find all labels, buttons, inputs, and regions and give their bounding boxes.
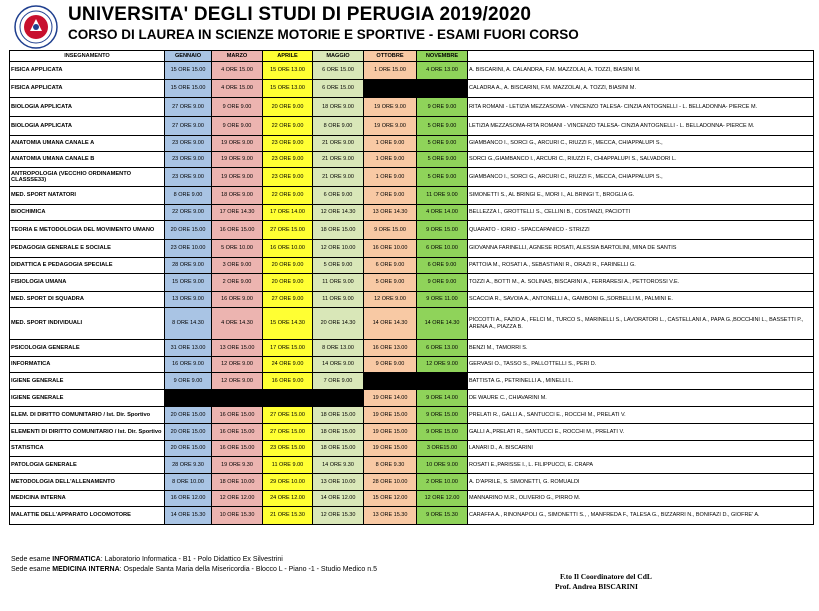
no-session-cell: [212, 390, 263, 407]
course-name: PEDAGOGIA GENERALE E SOCIALE: [10, 240, 165, 258]
exam-date-cell: 12 ORE 12.00: [212, 491, 263, 507]
exam-date-cell: 17 ORE 15.00: [263, 340, 313, 357]
professors-cell: BELLEZZA I., GROTTELLI S., CELLINI B., COSTANZI, PACIOTTI: [468, 205, 814, 221]
page-title: UNIVERSITA' DEGLI STUDI DI PERUGIA 2019/2020: [68, 4, 532, 25]
course-name: ANATOMIA UMANA CANALE B: [10, 152, 165, 168]
exam-date-cell: 8 ORE 9.00: [165, 187, 212, 205]
exam-date-cell: 19 ORE 15.00: [364, 407, 417, 424]
exam-date-cell: 9 ORE 9.00: [212, 98, 263, 117]
table-row: [10, 507, 814, 525]
exam-date-cell: 19 ORE 9.30: [212, 457, 263, 474]
exam-date-cell: 23 ORE 9.00: [165, 168, 212, 187]
exam-date-cell: 23 ORE 9.00: [263, 168, 313, 187]
exam-date-cell: 16 ORE 13.00: [364, 340, 417, 357]
exam-date-cell: 24 ORE 9.00: [263, 357, 313, 373]
exam-date-cell: 21 ORE 9.00: [313, 152, 364, 168]
exam-date-cell: 19 ORE 9.00: [212, 152, 263, 168]
exam-date-cell: 7 ORE 9.00: [313, 373, 364, 390]
exam-date-cell: 28 ORE 10.00: [364, 474, 417, 491]
exam-date-cell: 5 ORE 9.00: [417, 152, 468, 168]
exam-date-cell: 27 ORE 9.00: [165, 98, 212, 117]
professors-cell: PICCOTTI A., FAZIO A., FELCI M., TURCO S., MARINELLI S., LAVORATORI L., CASTELLANI A., PAPA G.,BOCCHINI L., BASSETTI P., ARENA A., PIAZZA B.: [468, 308, 814, 340]
exam-date-cell: 9 ORE 9.00: [165, 373, 212, 390]
course-name: PSICOLOGIA GENERALE: [10, 340, 165, 357]
exam-date-cell: 3 ORE 9.00: [212, 258, 263, 274]
exam-date-cell: 19 ORE 9.00: [212, 136, 263, 152]
professors-cell: GIAMBANCO I., SORCI G., ARCURI C., RIUZZI F., MECCA, CHIAPPALUPI S.,: [468, 136, 814, 152]
exam-date-cell: 21 ORE 9.00: [313, 168, 364, 187]
professors-cell: PRELATI R., GALLI A., SANTUCCI E., ROCCHI M., PRELATI V.: [468, 407, 814, 424]
exam-date-cell: 1 ORE 9.00: [364, 136, 417, 152]
exam-date-cell: 9 ORE 15.30: [417, 507, 468, 525]
table-row: [10, 340, 814, 357]
exam-date-cell: 23 ORE 9.00: [165, 136, 212, 152]
exam-date-cell: 12 ORE 9.00: [212, 373, 263, 390]
exam-date-cell: 18 ORE 15.00: [313, 407, 364, 424]
exam-date-cell: 1 ORE 9.00: [364, 168, 417, 187]
table-row: [10, 292, 814, 308]
exam-date-cell: 10 ORE 9.00: [417, 457, 468, 474]
professors-cell: SCACCIA R., SAVOIA A., ANTONELLI A., GAMBONI G.,SORBELLI M., PALMINI E.: [468, 292, 814, 308]
course-name: ELEMENTI DI DIRITTO COMUNITARIO / Ist. Dir. Sportivo: [10, 424, 165, 441]
table-row: [10, 491, 814, 507]
exam-date-cell: 5 ORE 9.00: [417, 117, 468, 136]
exam-date-cell: 18 ORE 9.00: [212, 187, 263, 205]
exam-date-cell: 18 ORE 10.00: [212, 474, 263, 491]
table-row: [10, 187, 814, 205]
table-row: [10, 240, 814, 258]
professors-cell: A. BISCARINI, A. CALANDRA, F.M. MAZZOLAI, A. TOZZI, BIASINI M.: [468, 62, 814, 80]
exam-date-cell: 16 ORE 15.00: [212, 407, 263, 424]
exam-date-cell: 14 ORE 15.30: [165, 507, 212, 525]
university-seal-logo: [14, 5, 58, 49]
exam-date-cell: 9 ORE 15.00: [417, 407, 468, 424]
table-row: [10, 117, 814, 136]
course-name: MEDICINA INTERNA: [10, 491, 165, 507]
exam-date-cell: 20 ORE 15.00: [165, 221, 212, 240]
exam-date-cell: 27 ORE 9.00: [263, 292, 313, 308]
exam-date-cell: 12 ORE 9.00: [417, 357, 468, 373]
course-name: MED. SPORT NATATORI: [10, 187, 165, 205]
course-name: MED. SPORT INDIVIDUALI: [10, 308, 165, 340]
exam-date-cell: 6 ORE 9.00: [313, 187, 364, 205]
exam-date-cell: 12 ORE 10.00: [313, 240, 364, 258]
course-name: INFORMATICA: [10, 357, 165, 373]
exam-date-cell: 24 ORE 12.00: [263, 491, 313, 507]
exam-date-cell: 15 ORE 13.00: [263, 80, 313, 98]
exam-date-cell: 9 ORE 9.00: [212, 117, 263, 136]
exam-date-cell: 13 ORE 14.30: [364, 205, 417, 221]
exam-date-cell: 12 ORE 14.30: [313, 205, 364, 221]
exam-date-cell: 20 ORE 9.00: [263, 274, 313, 292]
exam-date-cell: 23 ORE 10.00: [165, 240, 212, 258]
exam-date-cell: 8 ORE 10.00: [165, 474, 212, 491]
table-row: [10, 62, 814, 80]
course-name: FISICA APPLICATA: [10, 80, 165, 98]
signature-role: F.to Il Coordinatore del CdL: [560, 572, 652, 581]
exam-date-cell: 1 ORE 9.00: [364, 152, 417, 168]
exam-date-cell: 14 ORE 14.30: [417, 308, 468, 340]
table-row: [10, 357, 814, 373]
table-row: [10, 98, 814, 117]
course-name: STATISTICA: [10, 441, 165, 457]
exam-date-cell: 16 ORE 12.00: [165, 491, 212, 507]
exam-date-cell: 13 ORE 9.00: [165, 292, 212, 308]
professors-cell: QUARATO - IORIO - SPACCAPANICO - STRIZZI: [468, 221, 814, 240]
exam-date-cell: 19 ORE 9.00: [212, 168, 263, 187]
exam-date-cell: 23 ORE 9.00: [165, 152, 212, 168]
no-session-cell: [364, 373, 417, 390]
exam-date-cell: 8 ORE 9.00: [313, 117, 364, 136]
professors-cell: TOZZI A., BOTTI M., A. SOLINAS, BISCARINI A., FERRARESI A., PETTOROSSI V.E.: [468, 274, 814, 292]
exam-date-cell: 13 ORE 15.30: [364, 507, 417, 525]
table-row: [10, 221, 814, 240]
course-name: PATOLOGIA GENERALE: [10, 457, 165, 474]
footer-course: INFORMATICA: [52, 556, 101, 563]
exam-date-cell: 20 ORE 15.00: [165, 424, 212, 441]
professors-cell: GIAMBANCO I., SORCI G., ARCURI C., RIUZZI F., MECCA, CHIAPPALUPI S.,: [468, 168, 814, 187]
course-name: IGIENE GENERALE: [10, 390, 165, 407]
table-row: [10, 441, 814, 457]
exam-date-cell: 11 ORE 9.00: [417, 187, 468, 205]
table-row: [10, 205, 814, 221]
column-header-maggio: MAGGIO: [313, 51, 364, 62]
professors-cell: CARAFFA A., RINONAPOLI G., SIMONETTI S., , MANFREDA F., TALESA G., BIZZARRI N., BONIFAZI D., GIOFRE' A.: [468, 507, 814, 525]
professors-cell: SORCI G.,GIAMBANCO I., ARCURI C., RIUZZI F., CHIAPPALUPI S., SALVADORI L.: [468, 152, 814, 168]
professors-cell: BATTISTA G., PETRINELLI A., MINELLI L.: [468, 373, 814, 390]
exam-date-cell: 23 ORE 9.00: [263, 152, 313, 168]
professors-cell: LETIZIA MEZZASOMA-RITA ROMANI - VINCENZO TALESA- CINZIA ANTOGNELLI - L. BELLADONNA- PIERCE M.: [468, 117, 814, 136]
exam-date-cell: 19 ORE 14.00: [364, 390, 417, 407]
table-body: [10, 62, 814, 525]
exam-date-cell: 15 ORE 15.00: [165, 80, 212, 98]
exam-date-cell: 1 ORE 15.00: [364, 62, 417, 80]
footer-prefix: Sede esame: [11, 566, 53, 573]
exam-date-cell: 6 ORE 10.00: [417, 240, 468, 258]
exam-date-cell: 11 ORE 9.00: [313, 274, 364, 292]
exam-date-cell: 20 ORE 9.00: [263, 98, 313, 117]
exam-date-cell: 4 ORE 14.00: [417, 205, 468, 221]
exam-date-cell: 16 ORE 15.00: [212, 441, 263, 457]
exam-date-cell: 9 ORE 15.00: [417, 221, 468, 240]
exam-date-cell: 28 ORE 9.00: [165, 258, 212, 274]
exam-date-cell: 14 ORE 9.30: [313, 457, 364, 474]
exam-date-cell: 6 ORE 15.00: [313, 62, 364, 80]
exam-date-cell: 29 ORE 10.00: [263, 474, 313, 491]
exam-date-cell: 5 ORE 10.00: [212, 240, 263, 258]
footer-prefix: Sede esame: [11, 556, 53, 563]
table-row: [10, 457, 814, 474]
exam-date-cell: 17 ORE 14.00: [263, 205, 313, 221]
exam-date-cell: 9 ORE 9.00: [417, 274, 468, 292]
exam-date-cell: 4 ORE 13.00: [417, 62, 468, 80]
exam-date-cell: 8 ORE 9.30: [364, 457, 417, 474]
exam-date-cell: 13 ORE 10.00: [313, 474, 364, 491]
table-row: [10, 308, 814, 340]
table-row: [10, 152, 814, 168]
course-name: IGIENE GENERALE: [10, 373, 165, 390]
exam-date-cell: 16 ORE 10.00: [364, 240, 417, 258]
exam-date-cell: 15 ORE 12.00: [364, 491, 417, 507]
course-name: ELEM. DI DIRITTO COMUNITARIO / Ist. Dir. Sportivo: [10, 407, 165, 424]
professors-cell: GERVASI O., TASSO S., PALLOTTELLI S., PERI D.: [468, 357, 814, 373]
exam-date-cell: 28 ORE 9.30: [165, 457, 212, 474]
exam-date-cell: 19 ORE 9.00: [364, 98, 417, 117]
course-name: BIOLOGIA APPLICATA: [10, 98, 165, 117]
exam-date-cell: 4 ORE 15.00: [212, 62, 263, 80]
column-header-gennaio: GENNAIO: [165, 51, 212, 62]
exam-date-cell: 8 ORE 14.30: [165, 308, 212, 340]
exam-date-cell: 6 ORE 9.00: [364, 258, 417, 274]
column-header-marzo: MARZO: [212, 51, 263, 62]
course-name: BIOLOGIA APPLICATA: [10, 117, 165, 136]
exam-date-cell: 22 ORE 9.00: [263, 187, 313, 205]
exam-date-cell: 16 ORE 9.00: [165, 357, 212, 373]
exam-date-cell: 19 ORE 15.00: [364, 424, 417, 441]
footer-informatica-note: [11, 556, 283, 563]
professors-cell: PATTOIA M., ROSATI A., SEBASTIANI R., ORAZI R., FARINELLI G.: [468, 258, 814, 274]
exam-date-cell: 2 ORE 9.00: [212, 274, 263, 292]
course-name: MED. SPORT DI SQUADRA: [10, 292, 165, 308]
exam-date-cell: 9 ORE 11.00: [417, 292, 468, 308]
exam-date-cell: 9 ORE 14.00: [417, 390, 468, 407]
exam-date-cell: 27 ORE 15.00: [263, 424, 313, 441]
exam-date-cell: 20 ORE 14.30: [313, 308, 364, 340]
exam-date-cell: 12 ORE 12.00: [417, 491, 468, 507]
exam-date-cell: 15 ORE 9.00: [165, 274, 212, 292]
exam-date-cell: 13 ORE 15.00: [212, 340, 263, 357]
table-row: [10, 168, 814, 187]
exam-date-cell: 23 ORE 15.00: [263, 441, 313, 457]
exam-date-cell: 22 ORE 9.00: [263, 117, 313, 136]
exam-date-cell: 16 ORE 9.00: [263, 373, 313, 390]
exam-date-cell: 15 ORE 15.00: [165, 62, 212, 80]
page-subtitle: CORSO DI LAUREA IN SCIENZE MOTORIE E SPORTIVE - ESAMI FUORI CORSO: [68, 27, 579, 42]
course-name: FISIOLOGIA UMANA: [10, 274, 165, 292]
no-session-cell: [417, 373, 468, 390]
exam-date-cell: 18 ORE 9.00: [313, 98, 364, 117]
table-row: [10, 390, 814, 407]
exam-date-cell: 15 ORE 13.00: [263, 62, 313, 80]
footer-medicina-note: [11, 566, 377, 573]
column-header-insegnamento: INSEGNAMENTO: [10, 51, 165, 62]
footer-course: MEDICINA INTERNA: [52, 566, 120, 573]
professors-cell: GIOVANNA FARINELLI, AGNESE ROSATI, ALESSIA BARTOLINI, MINA DE SANTIS: [468, 240, 814, 258]
course-name: ANATOMIA UMANA CANALE A: [10, 136, 165, 152]
exam-date-cell: 10 ORE 15.30: [212, 507, 263, 525]
table-row: [10, 424, 814, 441]
course-name: MALATTIE DELL'APPARATO LOCOMOTORE: [10, 507, 165, 525]
no-session-cell: [313, 390, 364, 407]
column-header-novembre: NOVEMBRE: [417, 51, 468, 62]
exam-date-cell: 6 ORE 13.00: [417, 340, 468, 357]
exam-schedule-table: [9, 50, 814, 525]
exam-date-cell: 8 ORE 13.00: [313, 340, 364, 357]
exam-date-cell: 4 ORE 15.00: [212, 80, 263, 98]
exam-date-cell: 16 ORE 10.00: [263, 240, 313, 258]
exam-date-cell: 22 ORE 9.00: [165, 205, 212, 221]
exam-date-cell: 18 ORE 15.00: [313, 221, 364, 240]
professors-cell: MANNARINO M.R., OLIVERIO G., PIRRO M.: [468, 491, 814, 507]
professors-cell: SIMONETTI S., AL BRINGI E., MORI I., AL BRINGI T., BROGLIA G.: [468, 187, 814, 205]
table-row: [10, 136, 814, 152]
exam-date-cell: 7 ORE 9.00: [364, 187, 417, 205]
exam-date-cell: 5 ORE 9.00: [417, 136, 468, 152]
exam-date-cell: 20 ORE 9.00: [263, 258, 313, 274]
course-name: FISICA APPLICATA: [10, 62, 165, 80]
signature-name: Prof. Andrea BISCARINI: [555, 582, 638, 591]
table-row: [10, 407, 814, 424]
exam-date-cell: 20 ORE 15.00: [165, 441, 212, 457]
exam-date-cell: 18 ORE 15.00: [313, 424, 364, 441]
professors-cell: RITA ROMANI - LETIZIA MEZZASOMA - VINCENZO TALESA- CINZIA ANTOGNELLI - L. BELLADONNA- PIERCE M.: [468, 98, 814, 117]
no-session-cell: [364, 80, 417, 98]
course-name: DIDATTICA E PEDAGOGIA SPECIALE: [10, 258, 165, 274]
table-row: [10, 80, 814, 98]
exam-date-cell: 14 ORE 14.30: [364, 308, 417, 340]
column-header-aprile: APRILE: [263, 51, 313, 62]
professors-cell: A. D'APRILE, S. SIMONETTI, G. ROMUALDI: [468, 474, 814, 491]
exam-date-cell: 17 ORE 14.30: [212, 205, 263, 221]
exam-date-cell: 31 ORE 13.00: [165, 340, 212, 357]
table-header-row: [10, 51, 814, 62]
course-name: ANTROPOLOGIA (VECCHIO ORDINAMENTO CLASSSE33): [10, 168, 165, 187]
exam-date-cell: 2 ORE 10.00: [417, 474, 468, 491]
column-header-ottobre: OTTOBRE: [364, 51, 417, 62]
exam-date-cell: 16 ORE 15.00: [212, 424, 263, 441]
exam-date-cell: 16 ORE 15.00: [212, 221, 263, 240]
exam-date-cell: 5 ORE 9.00: [417, 168, 468, 187]
exam-date-cell: 11 ORE 9.00: [263, 457, 313, 474]
exam-date-cell: 15 ORE 14.30: [263, 308, 313, 340]
professors-cell: GALLI A.,PRELATI R., SANTUCCI E., ROCCHI M., PRELATI V.: [468, 424, 814, 441]
table-row: [10, 474, 814, 491]
footer-location: : Ospedale Santa Maria della Misericordia - Blocco L - Piano -1 - Studio Medico n.5: [119, 566, 377, 573]
table-row: [10, 258, 814, 274]
professors-cell: ROSATI E.,PARISSE I., L. FILIPPUCCI, E. CRAPA: [468, 457, 814, 474]
exam-date-cell: 23 ORE 9.00: [263, 136, 313, 152]
exam-date-cell: 12 ORE 15.30: [313, 507, 364, 525]
exam-date-cell: 14 ORE 12.00: [313, 491, 364, 507]
no-session-cell: [165, 390, 212, 407]
exam-date-cell: 3 ORE15.00: [417, 441, 468, 457]
no-session-cell: [417, 80, 468, 98]
column-header-docenti: [468, 51, 814, 62]
exam-date-cell: 9 ORE 15.00: [364, 221, 417, 240]
exam-date-cell: 12 ORE 9.00: [212, 357, 263, 373]
exam-date-cell: 12 ORE 9.00: [364, 292, 417, 308]
table-row: [10, 373, 814, 390]
exam-date-cell: 21 ORE 15.30: [263, 507, 313, 525]
exam-date-cell: 9 ORE 9.00: [417, 98, 468, 117]
exam-date-cell: 16 ORE 9.00: [212, 292, 263, 308]
exam-date-cell: 14 ORE 9.00: [313, 357, 364, 373]
exam-date-cell: 11 ORE 9.00: [313, 292, 364, 308]
course-name: TEORIA E METODOLOGIA DEL MOVIMENTO UMANO: [10, 221, 165, 240]
exam-date-cell: 21 ORE 9.00: [313, 136, 364, 152]
exam-date-cell: 27 ORE 15.00: [263, 221, 313, 240]
exam-date-cell: 4 ORE 14.30: [212, 308, 263, 340]
exam-date-cell: 27 ORE 15.00: [263, 407, 313, 424]
exam-date-cell: 5 ORE 9.00: [313, 258, 364, 274]
table-row: [10, 274, 814, 292]
professors-cell: CALADRA A., A. BISCARINI, F.M. MAZZOLAI, A. TOZZI, BIASINI M.: [468, 80, 814, 98]
course-name: BIOCHIMICA: [10, 205, 165, 221]
exam-date-cell: 19 ORE 9.00: [364, 117, 417, 136]
professors-cell: DE WAURE C., CHIAVARINI M.: [468, 390, 814, 407]
exam-date-cell: 20 ORE 15.00: [165, 407, 212, 424]
exam-date-cell: 27 ORE 9.00: [165, 117, 212, 136]
course-name: METODOLOGIA DELL'ALLENAMENTO: [10, 474, 165, 491]
exam-date-cell: 9 ORE 9.00: [364, 357, 417, 373]
footer-location: : Laboratorio Informatica - B1 - Polo Didattico Ex Silvestrini: [100, 556, 283, 563]
exam-date-cell: 5 ORE 9.00: [364, 274, 417, 292]
exam-date-cell: 18 ORE 15.00: [313, 441, 364, 457]
exam-date-cell: 9 ORE 15.00: [417, 424, 468, 441]
exam-date-cell: 6 ORE 9.00: [417, 258, 468, 274]
no-session-cell: [263, 390, 313, 407]
exam-date-cell: 19 ORE 15.00: [364, 441, 417, 457]
professors-cell: LANARI D., A. BISCARINI: [468, 441, 814, 457]
professors-cell: BENZI M., TAMORRI S.: [468, 340, 814, 357]
exam-date-cell: 6 ORE 15.00: [313, 80, 364, 98]
